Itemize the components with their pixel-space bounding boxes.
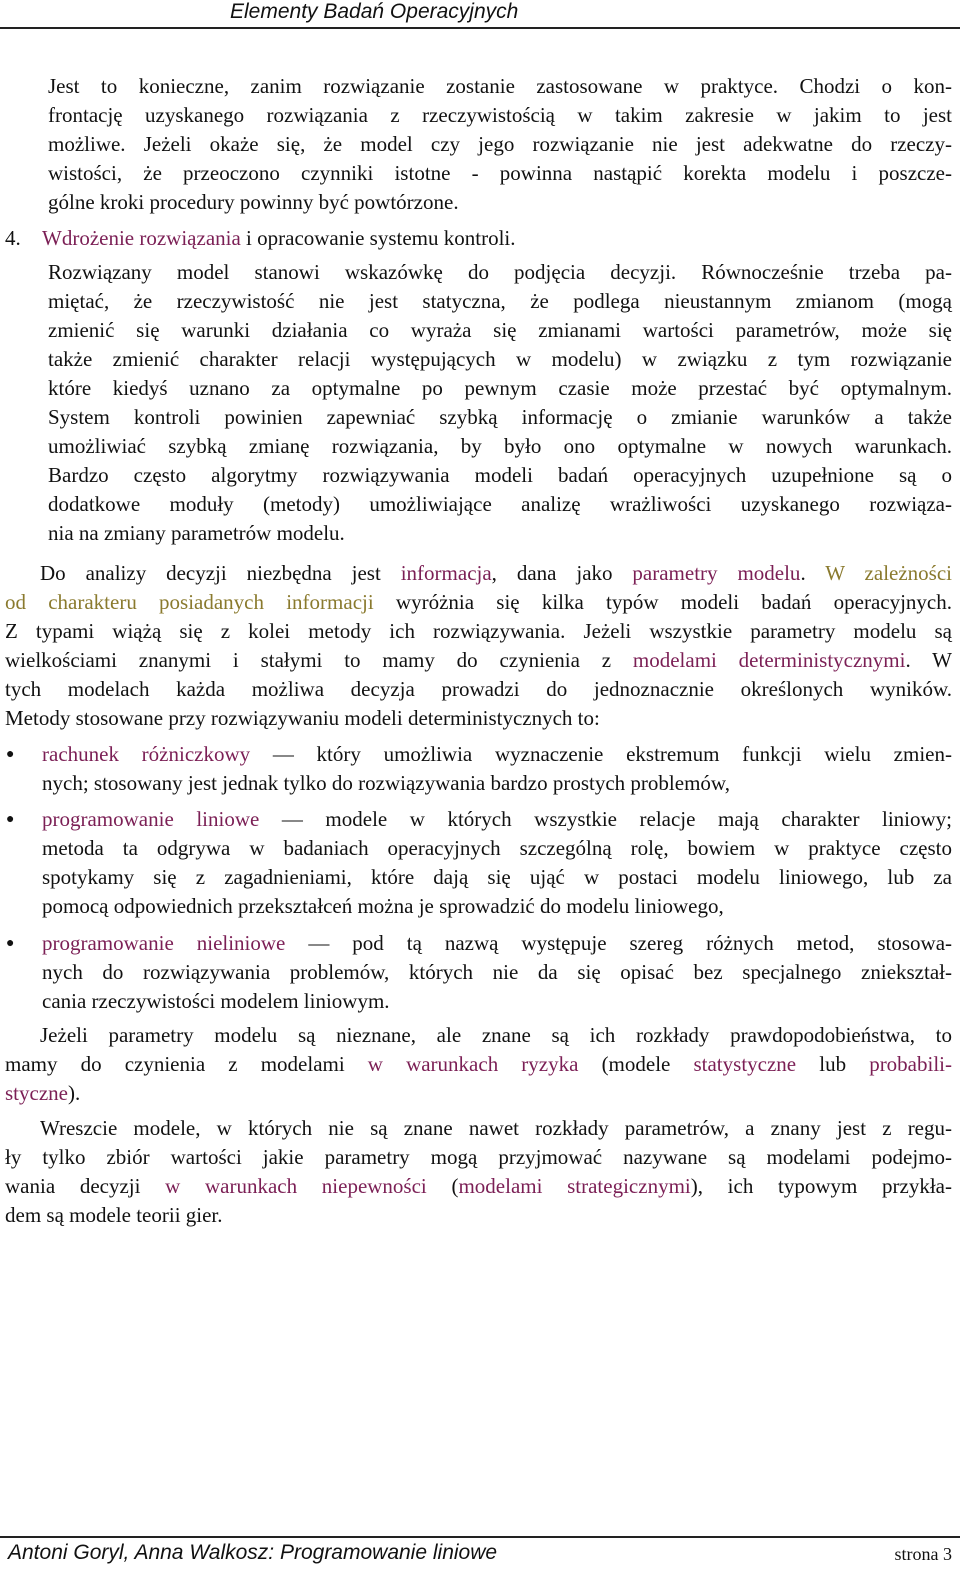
models-line: Metody stosowane przy rozwiązywaniu modeli deterministycznych to: [5, 706, 600, 730]
bullet-icon: ● [6, 936, 15, 951]
item-4-line: także zmienić charakter relacji występujących w modelu) w związku z tym rozwiązanie [48, 347, 952, 371]
link-od-charakteru[interactable]: od charakteru posiadanych informacji [5, 590, 374, 614]
link-modelami-deterministycznymi[interactable]: modelami deterministycznymi [632, 648, 906, 672]
models-line: Z typami wiążą się z kolei metody ich rozwiązywania. Jeżeli wszystkie parametry modelu są [5, 619, 952, 643]
link-programowanie-nieliniowe[interactable]: programowanie nieliniowe [42, 931, 286, 955]
bullet-item [42, 929, 952, 1016]
item-4-line: które kiedyś uznano za optymalne po pewnym czasie może przestać być optymalnym. [48, 376, 952, 400]
item-4-heading-rest: i opracowanie systemu kontroli. [240, 226, 516, 250]
item-4-line: System kontroli powinien zapewniać szybką informację o zmianie warunków a także [48, 405, 952, 429]
item-4-link[interactable]: Wdrożenie rozwiązania [42, 226, 241, 250]
link-w-zaleznosci[interactable]: W zależności [825, 561, 953, 585]
link-probabilistyczne[interactable]: probabili- [869, 1052, 952, 1076]
bullet-line: metoda ta odgrywa w badaniach operacyjnych szczególną rolę, bowiem w praktyce często [42, 836, 952, 860]
intro-line: gólne kroki procedury powinny być powtórzone. [48, 190, 459, 214]
header-divider [0, 27, 960, 29]
risk-paragraph [5, 1021, 952, 1108]
models-line: tych modelach każda możliwa decyzja prowadzi do jednoznacznie określonych wyników. [5, 677, 952, 701]
risk-line: Jeżeli parametry modelu są nieznane, ale znane są ich rozkłady prawdopodobieństwa, to [40, 1023, 952, 1047]
bullet-item [42, 740, 952, 798]
uncertainty-line: ły tylko zbiór wartości jakie parametry mogą przyjmować nazywane są modelami podejmo- [5, 1145, 952, 1169]
header-title: Elementy Badań Operacyjnych [230, 0, 519, 23]
bullet-line: programowanie liniowe — modele w których wszystkie relacje mają charakter liniowy; [42, 807, 953, 831]
risk-line: mamy do czynienia z modelami w warunkach ryzyka (modele statystyczne lub probabili- [5, 1052, 952, 1076]
link-w-warunkach-ryzyka[interactable]: w warunkach ryzyka [367, 1052, 579, 1076]
models-line: Do analizy decyzji niezbędna jest informacja, dana jako parametry modelu. W zależności [40, 561, 953, 585]
bullet-icon: ● [6, 812, 15, 827]
footer-divider [0, 1536, 960, 1538]
intro-line: możliwe. Jeżeli okaże się, że model czy jego rozwiązanie nie jest adekwatne do rzeczy- [48, 132, 952, 156]
link-statystyczne[interactable]: statystyczne [693, 1052, 797, 1076]
link-rachunek-rozniczkowy[interactable]: rachunek różniczkowy [42, 742, 251, 766]
models-paragraph [5, 559, 952, 733]
link-modelami-strategicznymi[interactable]: modelami strategicznymi [458, 1174, 691, 1198]
page-number: strona 3 [894, 1544, 952, 1564]
link-probabilistyczne-cont[interactable]: styczne [5, 1081, 68, 1105]
item-4-line: umożliwiać szybką zmianę rozwiązania, by było ono optymalne w nowych warunkach. [48, 434, 952, 458]
item-4-line: miętać, że rzeczywistość nie jest statyczna, że podlega nieustannym zmianom (mogą [48, 289, 952, 313]
link-w-warunkach-niepewnosci[interactable]: w warunkach niepewności [165, 1174, 427, 1198]
bullet-item [42, 805, 952, 921]
intro-line: wistości, że przeoczono czynniki istotne - powinna nastąpić korekta modelu i poszcze- [48, 161, 952, 185]
uncertainty-paragraph [5, 1114, 952, 1230]
link-programowanie-liniowe[interactable]: programowanie liniowe [42, 807, 260, 831]
bullet-line: cania rzeczywistości modelem liniowym. [42, 989, 390, 1013]
bullet-line: nych do rozwiązywania problemów, których nie da się opisać bez specjalnego zniekształ- [42, 960, 952, 984]
models-line: wielkościami znanymi i stałymi to mamy do czynienia z modelami deterministycznymi. W [5, 648, 952, 672]
bullet-line: spotykamy się z zagadnieniami, które dają się ująć w postaci modelu liniowego, lub za [42, 865, 952, 889]
footer-authors: Antoni Goryl, Anna Walkosz: Programowanie liniowe [8, 1541, 498, 1564]
item-4-body [48, 258, 952, 548]
uncertainty-line: dem są modele teorii gier. [5, 1203, 223, 1227]
intro-line: Jest to konieczne, zanim rozwiązanie zostanie zastosowane w praktyce. Chodzi o kon- [48, 74, 952, 98]
item-4-line: zmienić się warunki działania co wyraża się zmianami wartości parametrów, może się [48, 318, 952, 342]
item-4-line: nia na zmiany parametrów modelu. [48, 521, 345, 545]
intro-line: frontację uzyskanego rozwiązania z rzeczywistością w takim zakresie w jakim to jest [48, 103, 952, 127]
bullet-line: rachunek różniczkowy — który umożliwia wyznaczenie ekstremum funkcji wielu zmien- [42, 742, 952, 766]
link-informacja[interactable]: informacja [400, 561, 492, 585]
bullet-line: nych; stosowany jest jednak tylko do rozwiązywania bardzo prostych problemów, [42, 771, 730, 795]
item-4-line: dodatkowe moduły (metody) umożliwiające analizę wrażliwości uzyskanego rozwiąza- [48, 492, 952, 516]
bullet-line: pomocą odpowiednich przekształceń można je sprowadzić do modelu liniowego, [42, 894, 724, 918]
bullet-line: programowanie nieliniowe — pod tą nazwą występuje szereg różnych metod, stosowa- [42, 931, 953, 955]
page-header [0, 0, 960, 28]
uncertainty-line: wania decyzji w warunkach niepewności (modelami strategicznymi), ich typowym przykła- [5, 1174, 952, 1198]
risk-line: styczne). [5, 1081, 81, 1105]
link-parametry-modelu[interactable]: parametry modelu [632, 561, 801, 585]
bullet-icon: ● [6, 747, 15, 762]
item-4-heading [42, 224, 516, 253]
item-4-line: Bardzo często algorytmy rozwiązywania modeli badań operacyjnych uzupełnione są o [48, 463, 952, 487]
item-4-number: 4. [5, 226, 21, 250]
uncertainty-line: Wreszcie modele, w których nie są znane nawet rozkłady parametrów, a znany jest z regu- [40, 1116, 952, 1140]
intro-paragraph [48, 72, 952, 217]
item-4-line: Rozwiązany model stanowi wskazówkę do podjęcia decyzji. Równocześnie trzeba pa- [48, 260, 952, 284]
models-line: od charakteru posiadanych informacji wyróżnia się kilka typów modeli badań operacyjnych. [5, 590, 953, 614]
